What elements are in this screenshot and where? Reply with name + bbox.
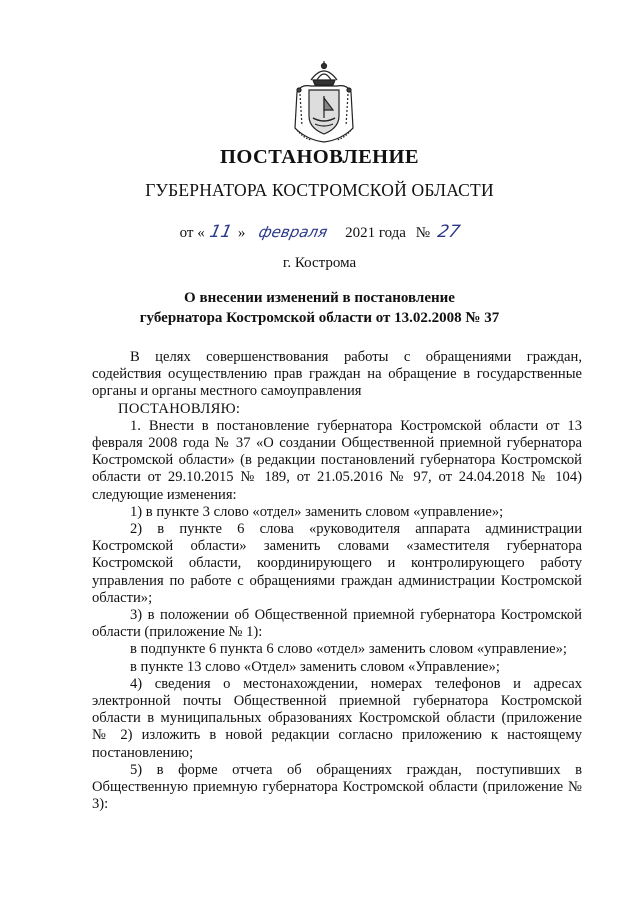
paragraph-point-13: в пункте 13 слово «Отдел» заменить словом «Управление»; — [130, 658, 500, 675]
document-subtitle: ГУБЕРНАТОРА КОСТРОМСКОЙ ОБЛАСТИ — [145, 180, 494, 200]
paragraph-subitem-4: 4) сведения о местонахождении, номерах телефонов и адресах электронной почты Общественной приемной губернатора Костромской области в муниципальных образованиях Костромской области (приложение № 2) изложить в новой редакции согласно приложению к настоящему постановлению; — [92, 675, 582, 761]
paragraph-subitem-5: 5) в форме отчета об обращениях граждан, поступивших в Общественную приемную губернатора Костромской области (приложение № 3): — [92, 761, 582, 813]
paragraph-subpoint-6: в подпункте 6 пункта 6 слово «отдел» заменить словом «управление»; — [130, 641, 567, 658]
city-line: г. Кострома — [282, 255, 357, 271]
number-sign: № — [415, 225, 431, 241]
document-heading — [0, 288, 639, 328]
heading-line-1: О внесении изменений в постановление — [184, 290, 455, 306]
document-title: ПОСТАНОВЛЕНИЕ — [220, 146, 419, 168]
date-year: 2021 года — [345, 225, 406, 241]
document-number: 27 — [435, 222, 462, 242]
paragraph-item-1: 1. Внести в постановление губернатора Костромской области от 13 февраля 2008 года № 37 «О создании Общественной приемной губернатора Костромской области» (в редакции постановлений губернатора Костромской области от 29.10.2015 № 189, от 21.05.2016 № 97, от 24.04.2018 № 104) следующие изменения: — [92, 417, 582, 503]
date-month: февраля — [257, 223, 330, 241]
coat-of-arms-icon — [291, 58, 357, 144]
date-line — [0, 222, 639, 242]
document-body — [92, 349, 582, 813]
paragraph-subitem-1: 1) в пункте 3 слово «отдел» заменить словом «управление»; — [130, 503, 504, 520]
paragraph-subitem-2: 2) в пункте 6 слова «руководителя аппарата администрации Костромской области» заменить словами «заместителя губернатора Костромской области, координирующего и контролирующего работу управления по работе с обращениями граждан администрации Костромской области»; — [92, 521, 582, 606]
paragraph-decree: ПОСТАНОВЛЯЮ: — [118, 400, 241, 417]
paragraph-subitem-3: 3) в положении об Общественной приемной губернатора Костромской области (приложение № 1): — [92, 607, 582, 641]
date-close-quote: » — [237, 225, 246, 241]
date-prefix: от « — [179, 225, 205, 241]
heading-line-2: губернатора Костромской области от 13.02.2008 № 37 — [139, 310, 500, 326]
paragraph-preamble: В целях совершенствования работы с обращениями граждан, содействия осуществлению прав граждан на обращение в государственные органы и органы местного самоуправления — [92, 349, 582, 400]
date-day: 11 — [208, 222, 235, 242]
